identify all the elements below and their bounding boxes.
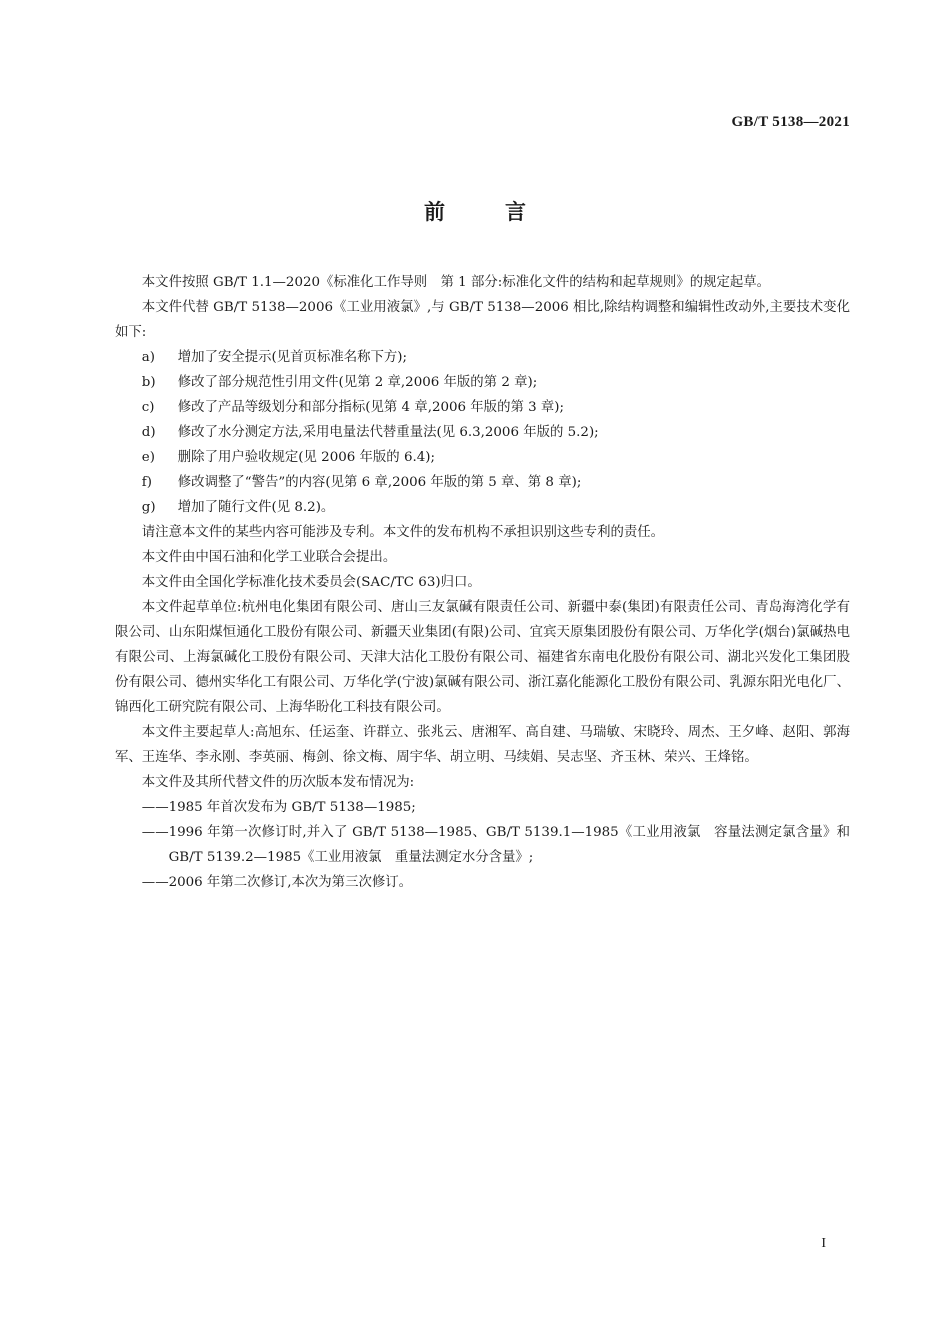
list-item [115,395,850,420]
list-text: 修改调整了“警告”的内容(见第 6 章,2006 年版的第 5 章、第 8 章); [177,475,582,490]
list-text: 修改了产品等级划分和部分指标(见第 4 章,2006 年版的第 3 章); [177,400,565,415]
history-item: ——1985 年首次发布为 GB/T 5138—1985; [141,800,416,815]
list-marker: f) [141,475,152,490]
history-intro: 本文件及其所代替文件的历次版本发布情况为: [141,775,415,790]
list-marker: b) [141,375,156,390]
list-marker: g) [141,500,156,515]
list-text: 增加了随行文件(见 8.2)。 [177,500,335,515]
committee-notice: 本文件由全国化学标准化技术委员会(SAC/TC 63)归口。 [141,575,481,590]
list-item [115,420,850,445]
replacement-paragraph: 本文件代替 GB/T 5138—2006《工业用液氯》,与 GB/T 5138—2006 相比,除结构调整和编辑性改动外,主要技术变化如下: [115,300,850,340]
list-marker: c) [141,400,155,415]
list-text: 修改了水分测定方法,采用电量法代替重量法(见 6.3,2006 年版的 5.2); [177,425,599,440]
page-number: I [821,1236,826,1251]
list-text: 删除了用户验收规定(见 2006 年版的 6.4); [177,450,435,465]
standard-code: GB/T 5138—2021 [731,114,850,130]
list-marker: d) [141,425,156,440]
list-text: 修改了部分规范性引用文件(见第 2 章,2006 年版的第 2 章); [177,375,538,390]
list-item [115,445,850,470]
history-item: ——2006 年第二次修订,本次为第三次修订。 [141,875,413,890]
page-title: 前言 [424,200,586,224]
drafting-units: 本文件起草单位:杭州电化集团有限公司、唐山三友氯碱有限责任公司、新疆中泰(集团)有限责任公司、青岛海湾化学有限公司、山东阳煤恒通化工股份有限公司、新疆天业集团(有限)公司、宜宾天原集团股份有限公司、万华化学(烟台)氯碱热电有限公司、上海氯碱化工股份有限公司、天津大沽化工股份有限公司、福建省东南电化股份有限公司、湖北兴发化工集团股份有限公司、德州实华化工有限公司、万华化学(宁波)氯碱有限公司、浙江嘉化能源化工股份有限公司、乳源东阳光电化厂、锦西化工研究院有限公司、上海华盼化工科技有限公司。 [115,600,850,715]
list-item [115,495,850,520]
list-item [115,370,850,395]
patent-notice: 请注意本文件的某些内容可能涉及专利。本文件的发布机构不承担识别这些专利的责任。 [141,525,665,540]
list-text: 增加了安全提示(见首页标准名称下方); [177,350,408,365]
proposer-notice: 本文件由中国石油和化学工业联合会提出。 [141,550,397,565]
foreword-body [115,270,850,895]
list-marker: e) [141,450,155,465]
drafters: 本文件主要起草人:高旭东、任运奎、许群立、张兆云、唐湘军、高自建、马瑞敏、宋晓玲、周杰、王夕峰、赵阳、郭海军、王连华、李永刚、李英丽、梅剑、徐文梅、周宇华、胡立明、马续娟、吴志坚、齐玉林、荣兴、王烽铭。 [115,725,850,765]
history-item: ——1996 年第一次修订时,并入了 GB/T 5138—1985、GB/T 5139.1—1985《工业用液氯 容量法测定氯含量》和 GB/T 5139.2—1985《工业用液氯 重量法测定水分含量》; [141,825,850,865]
drafting-rule-paragraph: 本文件按照 GB/T 1.1—2020《标准化工作导则 第 1 部分:标准化文件的结构和起草规则》的规定起草。 [141,275,771,290]
list-item [115,345,850,370]
list-marker: a) [141,350,156,365]
list-item [115,470,850,495]
